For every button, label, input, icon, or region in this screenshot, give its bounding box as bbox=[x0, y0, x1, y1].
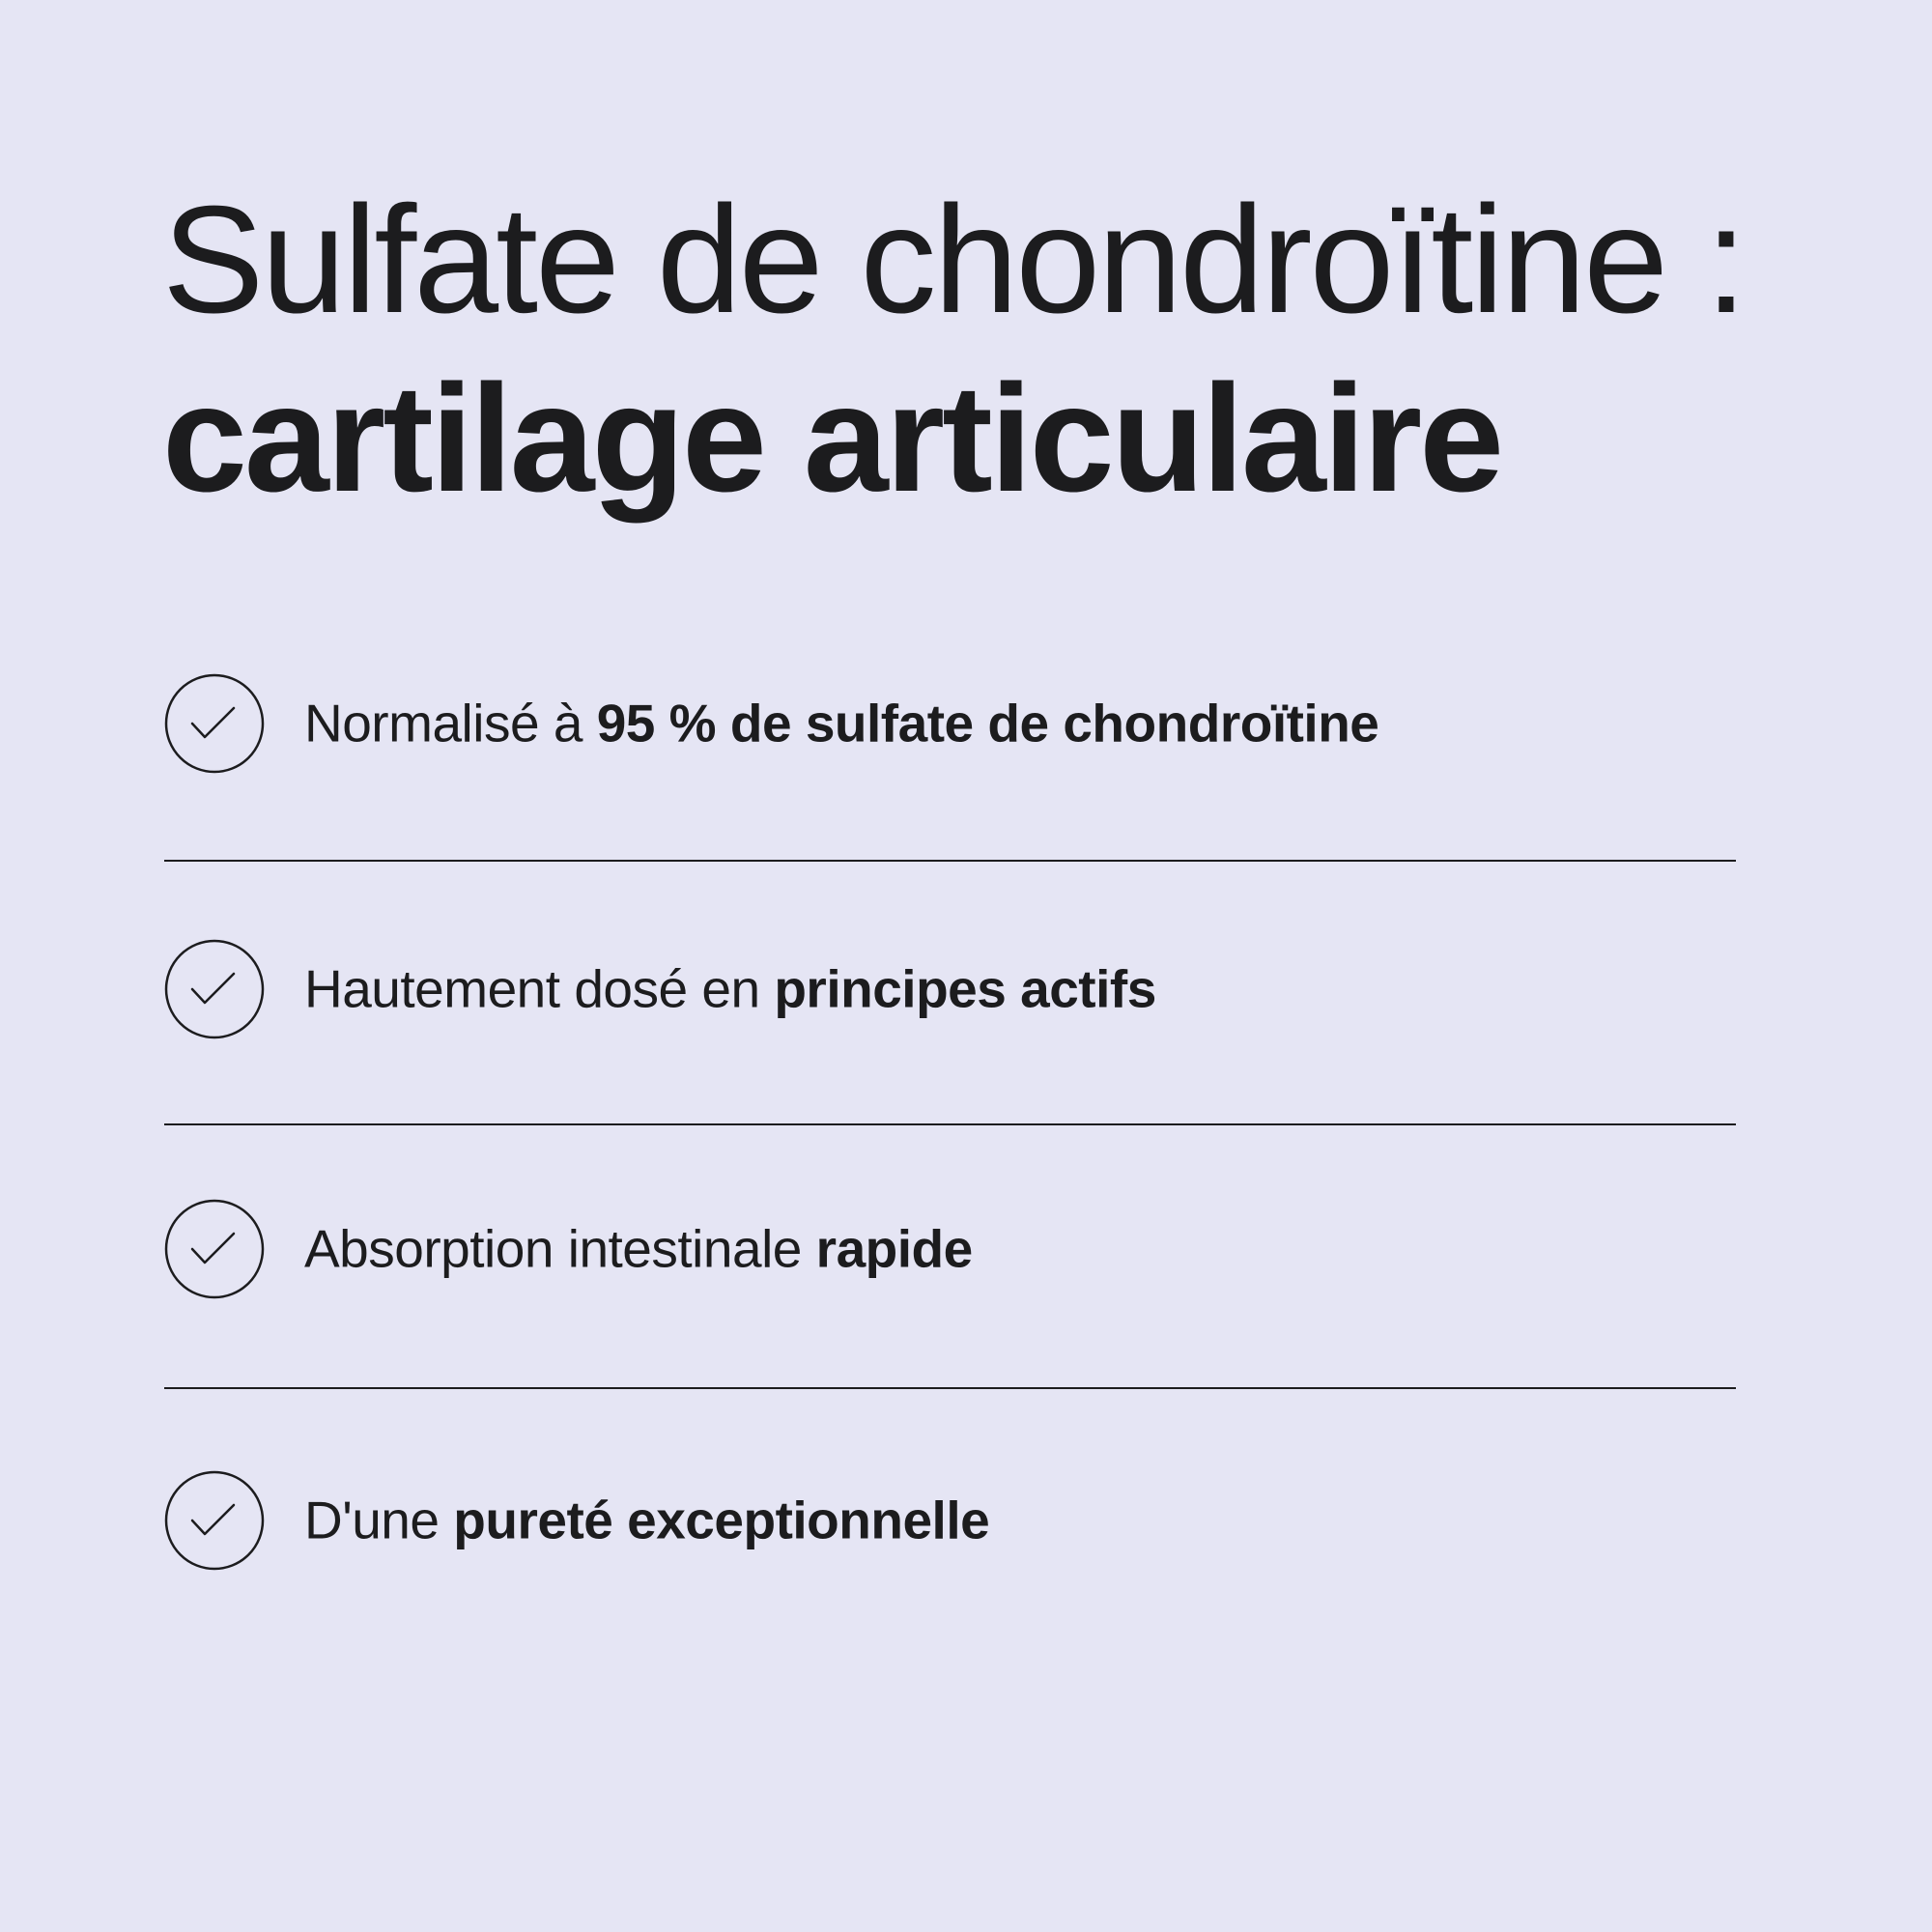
feature-text-3-normal: Absorption intestinale bbox=[304, 1218, 816, 1279]
feature-text-4-bold: pureté exceptionnelle bbox=[453, 1490, 990, 1550]
divider-2 bbox=[164, 1123, 1736, 1125]
feature-text-1-normal: Normalisé à bbox=[304, 693, 597, 753]
heading-line-1: Sulfate de chondroïtine : bbox=[162, 175, 1745, 345]
feature-text-4 bbox=[304, 1490, 990, 1550]
feature-text-4-normal: D'une bbox=[304, 1490, 454, 1550]
check-circle-icon bbox=[164, 1199, 265, 1299]
check-circle-icon bbox=[164, 1470, 265, 1571]
divider-1 bbox=[164, 860, 1736, 862]
feature-item-3 bbox=[164, 1199, 1739, 1299]
feature-text-2-normal: Hautement dosé en bbox=[304, 958, 775, 1019]
feature-text-2-bold: principes actifs bbox=[774, 958, 1156, 1019]
feature-text-2 bbox=[304, 958, 1156, 1019]
feature-item-1 bbox=[164, 673, 1739, 774]
feature-text-1-bold: 95 % de sulfate de chondroïtine bbox=[596, 693, 1379, 753]
feature-text-3-bold: rapide bbox=[815, 1218, 973, 1279]
feature-text-1 bbox=[304, 693, 1379, 753]
feature-text-3 bbox=[304, 1218, 973, 1279]
check-circle-icon bbox=[164, 673, 265, 774]
feature-item-4 bbox=[164, 1470, 1739, 1571]
divider-3 bbox=[164, 1387, 1736, 1389]
heading-line-2: cartilage articulaire bbox=[162, 354, 1502, 524]
check-circle-icon bbox=[164, 939, 265, 1039]
feature-item-2 bbox=[164, 939, 1739, 1039]
